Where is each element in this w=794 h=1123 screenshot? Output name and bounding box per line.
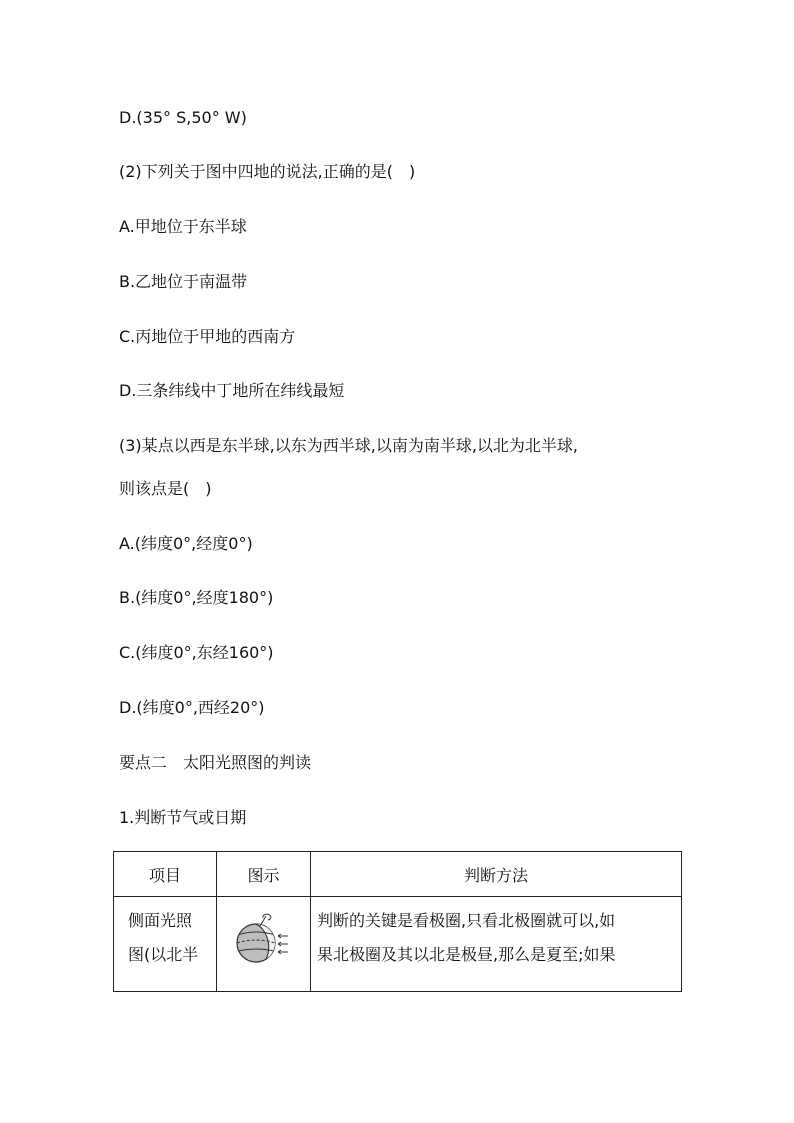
question-2-option-d: D.三条纬线中丁地所在纬线最短 [119,381,345,400]
table-row [114,897,682,992]
table-header-diagram: 图示 [217,852,311,897]
table-cell-item [114,897,217,992]
globe-side-lighting-icon [230,909,300,971]
question-2-option-a: A.甲地位于东半球 [119,217,247,236]
question-3-stem-line-2: 则该点是( ) [119,479,212,498]
table-header-method: 判断方法 [311,852,682,897]
method-text-line: 判断的关键是看极圈,只看北极圈就可以,如 [317,911,616,930]
question-2-option-b: B.乙地位于南温带 [119,272,248,291]
section-heading: 要点二 太阳光照图的判读 [119,753,312,772]
table-cell-method [311,897,682,992]
question-2-option-c: C.丙地位于甲地的西南方 [119,327,296,346]
table-header-row [114,852,682,897]
subsection-heading: 1.判断节气或日期 [119,808,247,827]
option-d-coordinate: D.(35° S,50° W) [119,108,247,127]
method-text-line: 果北极圈及其以北是极昼,那么是夏至;如果 [317,945,616,964]
question-3-option-a: A.(纬度0°,经度0°) [119,534,253,553]
question-3-option-b: B.(纬度0°,经度180°) [119,588,274,607]
table-cell-diagram [217,897,311,992]
item-text-line: 图(以北半 [128,945,199,964]
judgment-method-table [113,851,682,992]
item-text-line: 侧面光照 [128,911,193,930]
question-2-stem: (2)下列关于图中四地的说法,正确的是( ) [119,162,416,181]
question-3-option-d: D.(纬度0°,西经20°) [119,698,265,717]
table-header-item: 项目 [114,852,217,897]
question-3-stem-line-1: (3)某点以西是东半球,以东为西半球,以南为南半球,以北为北半球, [119,436,579,455]
question-3-option-c: C.(纬度0°,东经160°) [119,643,274,662]
